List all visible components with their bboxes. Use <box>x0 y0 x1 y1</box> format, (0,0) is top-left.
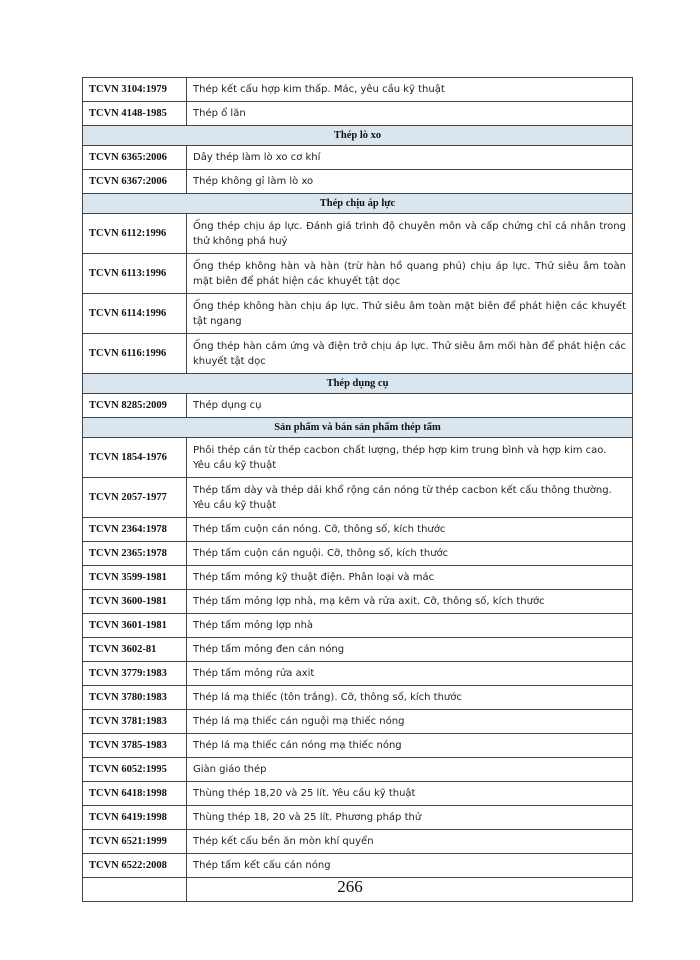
section-header-row <box>83 194 633 214</box>
standard-title: Thép lá mạ thiếc cán nóng mạ thiếc nóng <box>187 734 633 758</box>
standard-title: Thép tấm mỏng rửa axit <box>187 662 633 686</box>
standard-title: Giàn giáo thép <box>187 758 633 782</box>
table-row <box>83 170 633 194</box>
standard-title: Phôi thép cán từ thép cacbon chất lượng, thép hợp kim trung bình và hợp kim cao. Yêu cầu kỹ thuật <box>187 438 633 478</box>
page-number: 266 <box>337 877 363 896</box>
standard-code: TCVN 1854-1976 <box>83 438 187 478</box>
standard-title: Thép tấm mỏng kỹ thuật điện. Phân loại và mác <box>187 566 633 590</box>
table-row <box>83 146 633 170</box>
standard-title: Thép lá mạ thiếc cán nguội mạ thiếc nóng <box>187 710 633 734</box>
table-row <box>83 214 633 254</box>
table-row <box>83 686 633 710</box>
table-row <box>83 518 633 542</box>
table-row <box>83 854 633 878</box>
standard-code: TCVN 3780:1983 <box>83 686 187 710</box>
standard-code: TCVN 6367:2006 <box>83 170 187 194</box>
standard-code: TCVN 6365:2006 <box>83 146 187 170</box>
standard-code: TCVN 3601-1981 <box>83 614 187 638</box>
standard-code: TCVN 6521:1999 <box>83 830 187 854</box>
standard-title: Ống thép chịu áp lực. Đánh giá trình độ chuyên môn và cấp chứng chỉ cá nhân trong thử không phá huỷ <box>187 214 633 254</box>
table-row <box>83 710 633 734</box>
standard-title: Thùng thép 18,20 và 25 lít. Yêu cầu kỹ thuật <box>187 782 633 806</box>
standard-code: TCVN 6116:1996 <box>83 334 187 374</box>
standard-title: Thép dụng cụ <box>187 394 633 418</box>
table-row <box>83 294 633 334</box>
standard-code: TCVN 3599-1981 <box>83 566 187 590</box>
table-row <box>83 254 633 294</box>
section-heading: Sản phẩm và bán sản phẩm thép tấm <box>83 418 633 438</box>
standard-title: Thép lá mạ thiếc (tôn trắng). Cỡ, thông số, kích thước <box>187 686 633 710</box>
table-row <box>83 334 633 374</box>
table-row <box>83 394 633 418</box>
table-row <box>83 782 633 806</box>
standard-title: Thép tấm kết cấu cán nóng <box>187 854 633 878</box>
standard-code: TCVN 6052:1995 <box>83 758 187 782</box>
section-header-row <box>83 418 633 438</box>
standard-code: TCVN 8285:2009 <box>83 394 187 418</box>
standard-code: TCVN 3104:1979 <box>83 78 187 102</box>
standard-title: Thép ổ lăn <box>187 102 633 126</box>
standard-code: TCVN 3785-1983 <box>83 734 187 758</box>
standard-code: TCVN 3781:1983 <box>83 710 187 734</box>
standard-code: TCVN 4148-1985 <box>83 102 187 126</box>
section-heading: Thép lò xo <box>83 126 633 146</box>
standard-title: Thép tấm mỏng lợp nhà, mạ kẽm và rửa axit. Cỡ, thông số, kích thước <box>187 590 633 614</box>
table-row <box>83 806 633 830</box>
table-row <box>83 614 633 638</box>
standard-code: TCVN 6522:2008 <box>83 854 187 878</box>
standard-title: Thép kết cấu bền ăn mòn khí quyển <box>187 830 633 854</box>
section-heading: Thép chịu áp lực <box>83 194 633 214</box>
standard-title: Thép tấm cuộn cán nguội. Cỡ, thông số, kích thước <box>187 542 633 566</box>
table-row <box>83 758 633 782</box>
standard-code: TCVN 6114:1996 <box>83 294 187 334</box>
standard-code: TCVN 3779:1983 <box>83 662 187 686</box>
standard-title: Thép tấm dày và thép dải khổ rộng cán nóng từ thép cacbon kết cấu thông thường. Yêu cầu kỹ thuật <box>187 478 633 518</box>
standard-title: Ống thép không hàn và hàn (trừ hàn hồ quang phủ) chịu áp lực. Thử siêu âm toàn mặt biên để phát hiện các khuyết tật dọc <box>187 254 633 294</box>
section-heading: Thép dụng cụ <box>83 374 633 394</box>
section-header-row <box>83 374 633 394</box>
table-row <box>83 542 633 566</box>
standard-code: TCVN 2057-1977 <box>83 478 187 518</box>
table-row <box>83 734 633 758</box>
standard-code: TCVN 2364:1978 <box>83 518 187 542</box>
table-row <box>83 438 633 478</box>
standard-title: Thép không gỉ làm lò xo <box>187 170 633 194</box>
table-row <box>83 590 633 614</box>
standard-code: TCVN 6419:1998 <box>83 806 187 830</box>
standard-title: Thép tấm cuộn cán nóng. Cỡ, thông số, kích thước <box>187 518 633 542</box>
standards-table <box>82 77 633 902</box>
standard-title: Ống thép không hàn chịu áp lực. Thử siêu âm toàn mặt biên để phát hiện các khuyết tật ngang <box>187 294 633 334</box>
table-row <box>83 638 633 662</box>
standard-title: Thép kết cấu hợp kim thấp. Mác, yêu cầu kỹ thuật <box>187 78 633 102</box>
table-row <box>83 566 633 590</box>
table-row <box>83 830 633 854</box>
table-row <box>83 102 633 126</box>
standard-code: TCVN 3600-1981 <box>83 590 187 614</box>
section-header-row <box>83 126 633 146</box>
table-row <box>83 662 633 686</box>
standard-code: TCVN 3602-81 <box>83 638 187 662</box>
table-row <box>83 478 633 518</box>
standard-title: Thép tấm mỏng đen cán nóng <box>187 638 633 662</box>
standard-code: TCVN 6113:1996 <box>83 254 187 294</box>
standard-title: Ống thép hàn cảm ứng và điện trở chịu áp lực. Thử siêu âm mối hàn để phát hiện các khuyết tật dọc <box>187 334 633 374</box>
standard-code: TCVN 6112:1996 <box>83 214 187 254</box>
standard-title: Thùng thép 18, 20 và 25 lít. Phương pháp thử <box>187 806 633 830</box>
standard-code: TCVN 2365:1978 <box>83 542 187 566</box>
standard-title: Dây thép làm lò xo cơ khí <box>187 146 633 170</box>
standard-code: TCVN 6418:1998 <box>83 782 187 806</box>
table-row <box>83 78 633 102</box>
standard-title: Thép tấm mỏng lợp nhà <box>187 614 633 638</box>
